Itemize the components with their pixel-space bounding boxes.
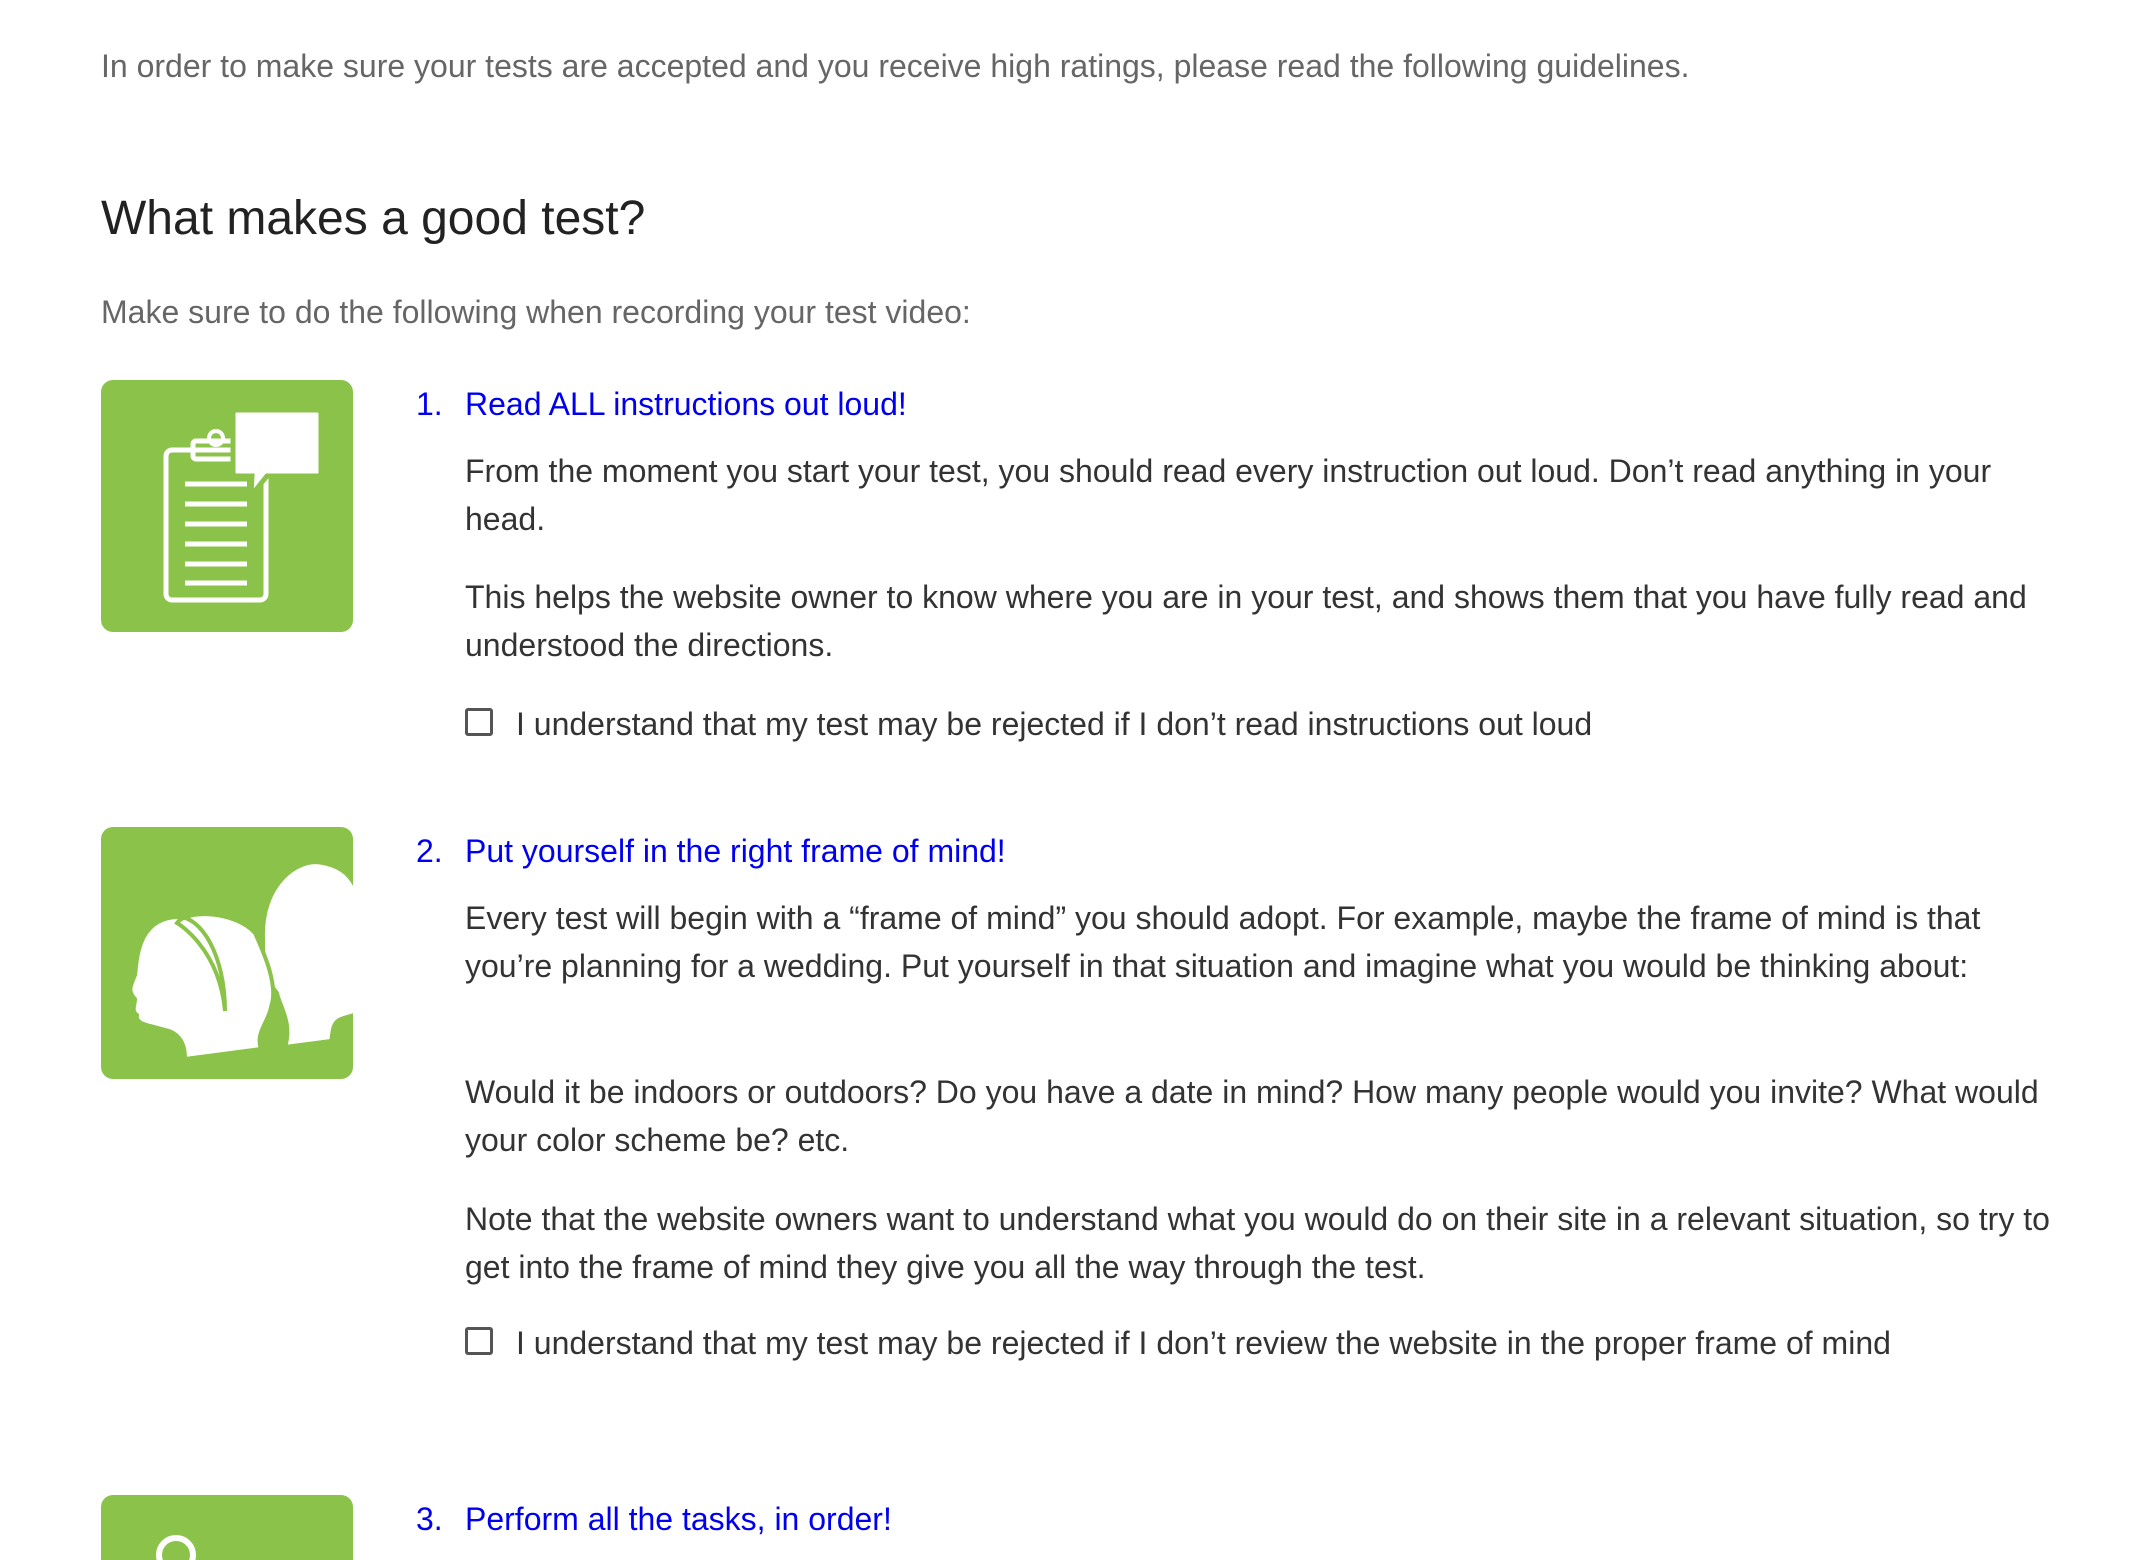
section-subintro: Make sure to do the following when recording your test video:	[101, 294, 971, 330]
item-paragraph: Would it be indoors or outdoors? Do you have a date in mind? How many people would you invite? What would your color scheme be? etc.	[465, 1074, 2039, 1158]
item-number: 2.	[416, 833, 443, 869]
guideline-item-2	[101, 827, 2050, 1427]
intro-text: In order to make sure your tests are accepted and you receive high ratings, please read the following guidelines.	[101, 48, 1690, 84]
item-paragraph: From the moment you start your test, you should read every instruction out loud. Don’t read anything in your head.	[465, 453, 1992, 537]
clipboard-speech-icon	[101, 380, 353, 632]
item-paragraph: This helps the website owner to know where you are in your test, and shows them that you have fully read and understood the directions.	[465, 579, 2027, 663]
task-icon	[101, 1495, 353, 1560]
acknowledge-checkbox[interactable]	[465, 708, 493, 736]
item-title-link[interactable]: Put yourself in the right frame of mind!	[465, 833, 1006, 869]
item-number: 1.	[416, 386, 443, 422]
acknowledge-checkbox[interactable]	[465, 1327, 493, 1355]
guideline-item-3	[101, 1495, 1961, 1560]
guideline-item-1	[101, 380, 2027, 760]
acknowledge-label[interactable]: I understand that my test may be rejected if I don’t review the website in the proper frame of mind	[516, 1325, 1891, 1361]
item-title-link[interactable]: Read ALL instructions out loud!	[465, 386, 907, 422]
item-paragraph: Every test will begin with a “frame of mind” you should adopt. For example, maybe the frame of mind is that you’re planning for a wedding. Put yourself in that situation and imagine what you would be thinking about:	[465, 900, 1981, 984]
two-heads-icon	[101, 827, 353, 1079]
section-heading: What makes a good test?	[101, 192, 646, 245]
item-number: 3.	[416, 1501, 443, 1537]
acknowledge-label[interactable]: I understand that my test may be rejected if I don’t read instructions out loud	[516, 706, 1593, 742]
item-paragraph: Note that the website owners want to understand what you would do on their site in a relevant situation, so try to get into the frame of mind they give you all the way through the test.	[465, 1201, 2050, 1285]
item-title-link[interactable]: Perform all the tasks, in order!	[465, 1501, 892, 1537]
